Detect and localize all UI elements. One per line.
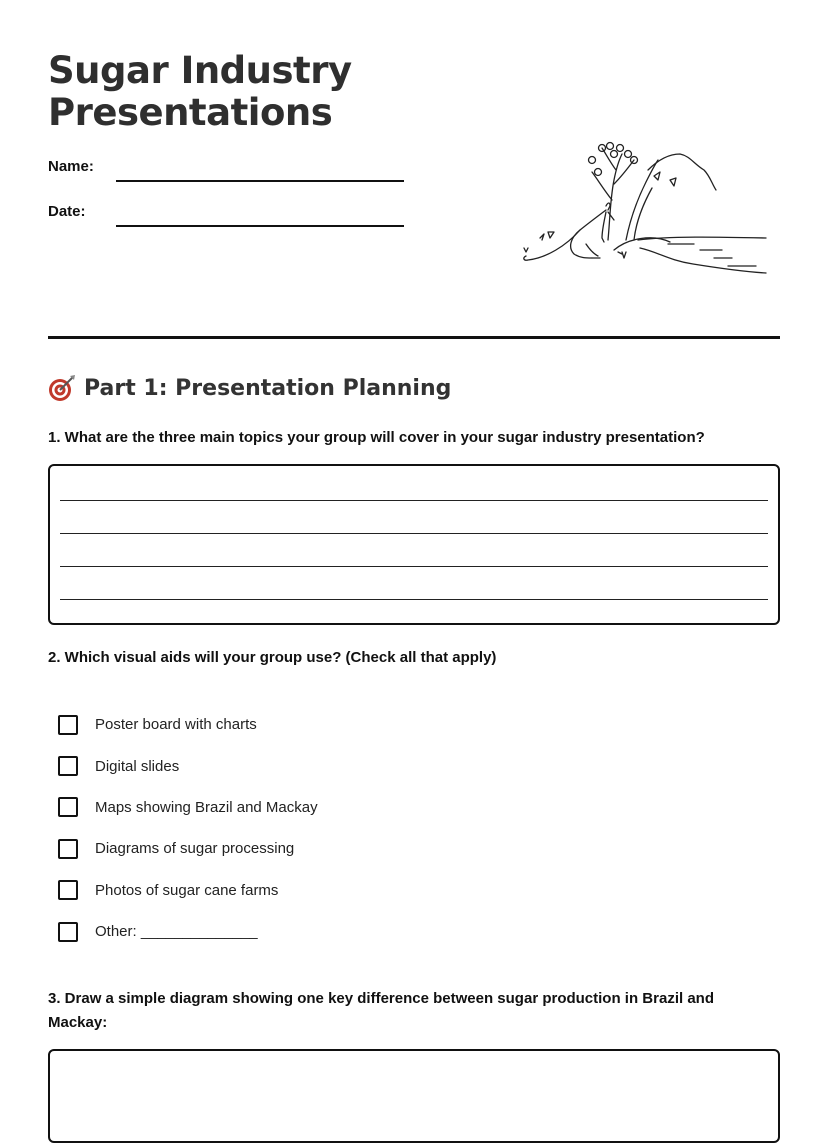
checkbox[interactable] [58, 839, 78, 859]
checklist-item[interactable] [58, 911, 658, 952]
answer-line[interactable] [60, 599, 768, 600]
checkbox-label: Other: ______________ [95, 923, 258, 941]
checkbox-label: Poster board with charts [95, 716, 257, 734]
checkbox-label: Diagrams of sugar processing [95, 840, 295, 858]
date-label: Date: [48, 203, 86, 220]
question-2: 2. Which visual aids will your group use? (Check all that apply) [48, 649, 497, 666]
checkbox-label: Maps showing Brazil and Mackay [95, 798, 318, 816]
question-3: 3. Draw a simple diagram showing one key difference between sugar production in Brazil and Mackay: [48, 990, 714, 1031]
checklist-item[interactable] [58, 745, 658, 786]
header-divider [48, 336, 780, 339]
dart-target-icon [48, 374, 76, 402]
checkbox-label: Digital slides [95, 757, 180, 775]
name-label: Name: [48, 158, 94, 175]
worksheet-title [48, 50, 352, 134]
date-writing-line[interactable] [116, 225, 404, 227]
title-line-1: Sugar Industry [48, 49, 352, 92]
checkbox[interactable] [58, 756, 78, 776]
date-field[interactable] [48, 203, 408, 233]
checkbox[interactable] [58, 880, 78, 900]
checklist-item[interactable] [58, 704, 658, 745]
visual-aids-checklist [58, 704, 658, 952]
checklist-item[interactable] [58, 787, 658, 828]
title-line-2: Presentations [48, 91, 333, 134]
answer-line[interactable] [60, 533, 768, 534]
question-1: 1. What are the three main topics your group will cover in your sugar industry presentation? [48, 429, 705, 446]
checkbox[interactable] [58, 922, 78, 942]
name-field[interactable] [48, 158, 408, 188]
name-writing-line[interactable] [116, 180, 404, 182]
answer-line[interactable] [60, 566, 768, 567]
part1-title: Part 1: Presentation Planning [84, 375, 452, 401]
question-3-drawing-box[interactable] [48, 1049, 780, 1143]
checklist-item[interactable] [58, 828, 658, 869]
answer-line[interactable] [60, 500, 768, 501]
checklist-item[interactable] [58, 870, 658, 911]
question-1-answer-box[interactable] [48, 464, 780, 625]
part1-heading [48, 374, 451, 402]
checkbox[interactable] [58, 797, 78, 817]
checkbox-label: Photos of sugar cane farms [95, 881, 279, 899]
checkbox[interactable] [58, 715, 78, 735]
kangaroo-landscape-illustration [518, 140, 774, 285]
